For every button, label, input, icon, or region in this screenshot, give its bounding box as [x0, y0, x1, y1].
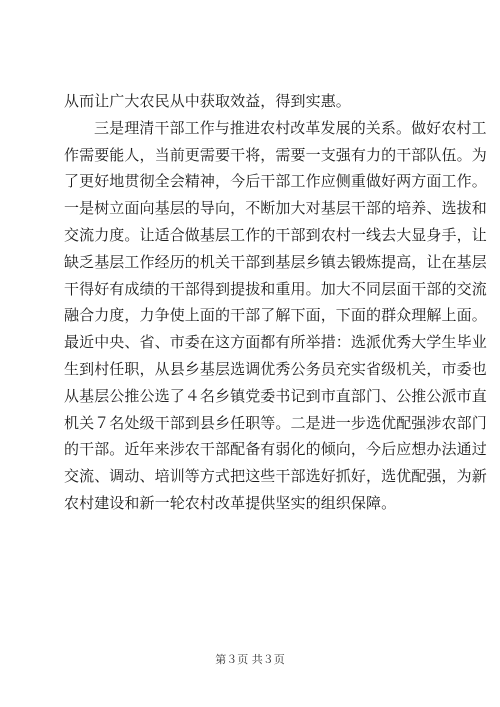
document-body	[64, 88, 487, 517]
text-line: 融合力度，力争使上面的干部了解下面，下面的群众理解上面。	[64, 306, 487, 325]
text-line: 三是理清干部工作与推进农村改革发展的关系。做好农村工	[94, 118, 487, 137]
text-line: 一是树立面向基层的导向，不断加大对基层干部的培养、选拔和	[64, 199, 487, 218]
text-line: 机关７名处级干部到县乡任职等。二是进一步选优配强涉农部门	[64, 413, 487, 432]
text-line: 缺乏基层工作经历的机关干部到基层乡镇去锻炼提高，让在基层	[64, 252, 487, 271]
text-line: 生到村任职，从县乡基层选调优秀公务员充实省级机关，市委也	[64, 359, 487, 378]
text-line: 从基层公推公选了４名乡镇党委书记到市直部门、公推公派市直	[64, 386, 487, 405]
text-line: 了更好地贯彻全会精神，今后干部工作应侧重做好两方面工作。	[64, 172, 487, 191]
page-footer: 第３页 共３页	[215, 653, 285, 666]
text-line: 从而让广大农民从中获取效益，得到实惠。	[64, 92, 351, 110]
text-line: 作需要能人，当前更需要干将，需要一支强有力的干部队伍。为	[64, 145, 487, 164]
text-line: 干得好有成绩的干部得到提拔和重用。加大不同层面干部的交流	[64, 279, 487, 298]
text-line: 最近中央、省、市委在这方面都有所举措：选派优秀大学生毕业	[64, 333, 487, 352]
text-line: 交流、调动、培训等方式把这些干部选好抓好，选优配强，为新	[64, 467, 487, 486]
text-line: 农村建设和新一轮农村改革提供坚实的组织保障。	[64, 493, 397, 512]
text-line: 的干部。近年来涉农干部配备有弱化的倾向，今后应想办法通过	[64, 440, 487, 459]
text-line: 交流力度。让适合做基层工作的干部到农村一线去大显身手，让	[64, 225, 487, 244]
